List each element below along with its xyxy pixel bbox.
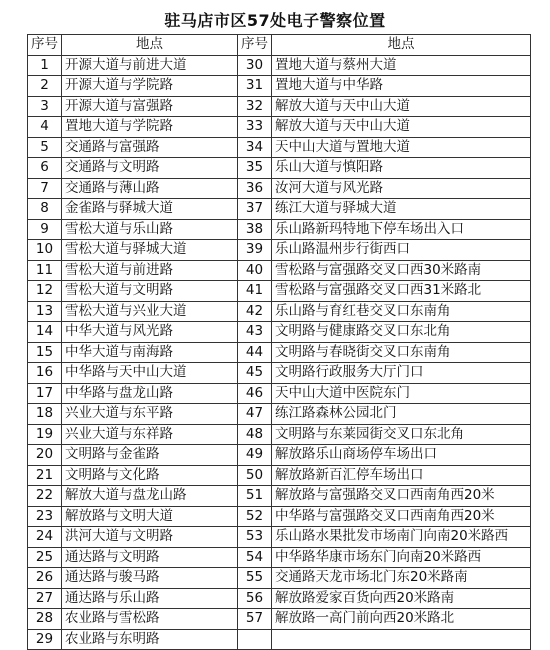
table-row: [28, 424, 531, 445]
seq-left-cell: 6: [28, 158, 62, 179]
table-row: [28, 547, 531, 568]
table-row: [28, 383, 531, 404]
location-right-cell: 交通路天龙市场北门东20米路南: [272, 568, 531, 589]
seq-right-cell: 50: [238, 465, 272, 486]
seq-right-cell: 35: [238, 158, 272, 179]
seq-left-cell: 4: [28, 117, 62, 138]
location-right-cell: 练江路森林公园北门: [272, 404, 531, 425]
seq-right-cell: 55: [238, 568, 272, 589]
seq-left-cell: 23: [28, 506, 62, 527]
table-row: [28, 117, 531, 138]
seq-right-cell: 38: [238, 219, 272, 240]
location-right-cell: 练江大道与驿城大道: [272, 199, 531, 220]
header-location-right: 地点: [272, 35, 531, 56]
seq-left-cell: 24: [28, 527, 62, 548]
seq-right-cell: 52: [238, 506, 272, 527]
seq-right-cell: 48: [238, 424, 272, 445]
seq-right-cell: 46: [238, 383, 272, 404]
seq-left-cell: 14: [28, 322, 62, 343]
location-right-cell: 解放路乐山商场停车场出口: [272, 445, 531, 466]
table-row: [28, 137, 531, 158]
table-row: [28, 55, 531, 76]
seq-left-cell: 21: [28, 465, 62, 486]
location-table: [27, 34, 531, 650]
location-right-cell: 文明路与春晓街交叉口东南角: [272, 342, 531, 363]
location-left-cell: 雪松大道与前进路: [62, 260, 238, 281]
location-left-cell: 解放大道与盘龙山路: [62, 486, 238, 507]
seq-right-cell: 40: [238, 260, 272, 281]
seq-right-cell: 41: [238, 281, 272, 302]
table-row: [28, 260, 531, 281]
seq-right-cell: 47: [238, 404, 272, 425]
location-left-cell: 农业路与东明路: [62, 629, 238, 650]
table-row: [28, 568, 531, 589]
table-row: [28, 301, 531, 322]
seq-left-cell: 28: [28, 609, 62, 630]
location-left-cell: 雪松大道与乐山路: [62, 219, 238, 240]
location-left-cell: 农业路与雪松路: [62, 609, 238, 630]
seq-right-cell: 57: [238, 609, 272, 630]
location-left-cell: 通达路与文明路: [62, 547, 238, 568]
header-seq-right: 序号: [238, 35, 272, 56]
location-left-cell: 中华大道与风光路: [62, 322, 238, 343]
location-right-cell: 置地大道与蔡州大道: [272, 55, 531, 76]
seq-right-cell: 53: [238, 527, 272, 548]
seq-left-cell: 1: [28, 55, 62, 76]
seq-right-cell: 56: [238, 588, 272, 609]
location-right-cell: 解放大道与天中山大道: [272, 117, 531, 138]
table-row: [28, 609, 531, 630]
location-right-cell: 乐山路温州步行街西口: [272, 240, 531, 261]
header-location-left: 地点: [62, 35, 238, 56]
seq-left-cell: 15: [28, 342, 62, 363]
location-left-cell: 金雀路与驿城大道: [62, 199, 238, 220]
seq-left-cell: 12: [28, 281, 62, 302]
seq-right-cell: 43: [238, 322, 272, 343]
location-right-cell: 文明路与健康路交叉口东北角: [272, 322, 531, 343]
table-row: [28, 486, 531, 507]
location-left-cell: 交通路与薄山路: [62, 178, 238, 199]
location-right-cell: 乐山路水果批发市场南门向南20米路西: [272, 527, 531, 548]
location-right-cell: 乐山大道与慎阳路: [272, 158, 531, 179]
seq-right-cell: 45: [238, 363, 272, 384]
location-left-cell: 中华路与盘龙山路: [62, 383, 238, 404]
table-row: [28, 281, 531, 302]
table-row: [28, 465, 531, 486]
location-right-cell: 置地大道与中华路: [272, 76, 531, 97]
seq-left-cell: 16: [28, 363, 62, 384]
seq-left-cell: 22: [28, 486, 62, 507]
table-row: [28, 506, 531, 527]
location-left-cell: 兴业大道与东平路: [62, 404, 238, 425]
seq-left-cell: 9: [28, 219, 62, 240]
location-right-cell: [272, 629, 531, 650]
page-title: 驻马店市区57处电子警察位置: [164, 11, 386, 30]
seq-left-cell: 11: [28, 260, 62, 281]
location-left-cell: 中华大道与南海路: [62, 342, 238, 363]
seq-left-cell: 20: [28, 445, 62, 466]
seq-left-cell: 8: [28, 199, 62, 220]
location-right-cell: 文明路行政服务大厅门口: [272, 363, 531, 384]
seq-right-cell: 51: [238, 486, 272, 507]
location-left-cell: 兴业大道与东祥路: [62, 424, 238, 445]
seq-right-cell: 32: [238, 96, 272, 117]
location-right-cell: 文明路与东莱园街交叉口东北角: [272, 424, 531, 445]
location-right-cell: 解放大道与天中山大道: [272, 96, 531, 117]
seq-left-cell: 17: [28, 383, 62, 404]
location-right-cell: 乐山路新玛特地下停车场出入口: [272, 219, 531, 240]
table-row: [28, 178, 531, 199]
location-right-cell: 解放路爱家百货向西20米路南: [272, 588, 531, 609]
table-row: [28, 629, 531, 650]
seq-right-cell: 54: [238, 547, 272, 568]
location-left-cell: 通达路与骏马路: [62, 568, 238, 589]
table-row: [28, 588, 531, 609]
table-row: [28, 199, 531, 220]
seq-right-cell: 37: [238, 199, 272, 220]
location-right-cell: 天中山大道中医院东门: [272, 383, 531, 404]
table-row: [28, 322, 531, 343]
seq-left-cell: 29: [28, 629, 62, 650]
seq-left-cell: 19: [28, 424, 62, 445]
table-row: [28, 445, 531, 466]
location-left-cell: 雪松大道与驿城大道: [62, 240, 238, 261]
header-row: [28, 35, 531, 56]
location-left-cell: 交通路与文明路: [62, 158, 238, 179]
table-row: [28, 76, 531, 97]
seq-left-cell: 5: [28, 137, 62, 158]
location-left-cell: 开源大道与富强路: [62, 96, 238, 117]
seq-left-cell: 25: [28, 547, 62, 568]
location-right-cell: 解放路新百汇停车场出口: [272, 465, 531, 486]
location-left-cell: 交通路与富强路: [62, 137, 238, 158]
location-left-cell: 文明路与金雀路: [62, 445, 238, 466]
seq-left-cell: 3: [28, 96, 62, 117]
location-right-cell: 乐山路与育红巷交叉口东南角: [272, 301, 531, 322]
seq-left-cell: 10: [28, 240, 62, 261]
header-seq-left: 序号: [28, 35, 62, 56]
location-left-cell: 开源大道与学院路: [62, 76, 238, 97]
location-right-cell: 汝河大道与风光路: [272, 178, 531, 199]
seq-left-cell: 2: [28, 76, 62, 97]
seq-right-cell: 33: [238, 117, 272, 138]
table-row: [28, 240, 531, 261]
location-right-cell: 雪松路与富强路交叉口西30米路南: [272, 260, 531, 281]
location-left-cell: 雪松大道与文明路: [62, 281, 238, 302]
table-row: [28, 527, 531, 548]
seq-right-cell: 39: [238, 240, 272, 261]
seq-left-cell: 27: [28, 588, 62, 609]
seq-right-cell: 31: [238, 76, 272, 97]
seq-right-cell: 34: [238, 137, 272, 158]
location-right-cell: 天中山大道与置地大道: [272, 137, 531, 158]
location-left-cell: 解放路与文明大道: [62, 506, 238, 527]
location-right-cell: 解放路一高门前向西20米路北: [272, 609, 531, 630]
table-row: [28, 342, 531, 363]
location-right-cell: 雪松路与富强路交叉口西31米路北: [272, 281, 531, 302]
seq-left-cell: 7: [28, 178, 62, 199]
location-left-cell: 开源大道与前进大道: [62, 55, 238, 76]
location-left-cell: 置地大道与学院路: [62, 117, 238, 138]
location-right-cell: 中华路与富强路交叉口西南角西20米: [272, 506, 531, 527]
location-left-cell: 通达路与乐山路: [62, 588, 238, 609]
table-row: [28, 363, 531, 384]
seq-left-cell: 26: [28, 568, 62, 589]
table-row: [28, 219, 531, 240]
location-right-cell: 解放路与富强路交叉口西南角西20米: [272, 486, 531, 507]
location-left-cell: 洪河大道与文明路: [62, 527, 238, 548]
table-row: [28, 96, 531, 117]
seq-right-cell: [238, 629, 272, 650]
seq-left-cell: 13: [28, 301, 62, 322]
location-left-cell: 中华路与天中山大道: [62, 363, 238, 384]
seq-right-cell: 44: [238, 342, 272, 363]
table-body: [28, 55, 531, 650]
seq-right-cell: 49: [238, 445, 272, 466]
seq-left-cell: 18: [28, 404, 62, 425]
seq-right-cell: 36: [238, 178, 272, 199]
location-left-cell: 文明路与文化路: [62, 465, 238, 486]
seq-right-cell: 30: [238, 55, 272, 76]
table-row: [28, 404, 531, 425]
location-left-cell: 雪松大道与兴业大道: [62, 301, 238, 322]
location-right-cell: 中华路华康市场东门向南20米路西: [272, 547, 531, 568]
table-row: [28, 158, 531, 179]
seq-right-cell: 42: [238, 301, 272, 322]
